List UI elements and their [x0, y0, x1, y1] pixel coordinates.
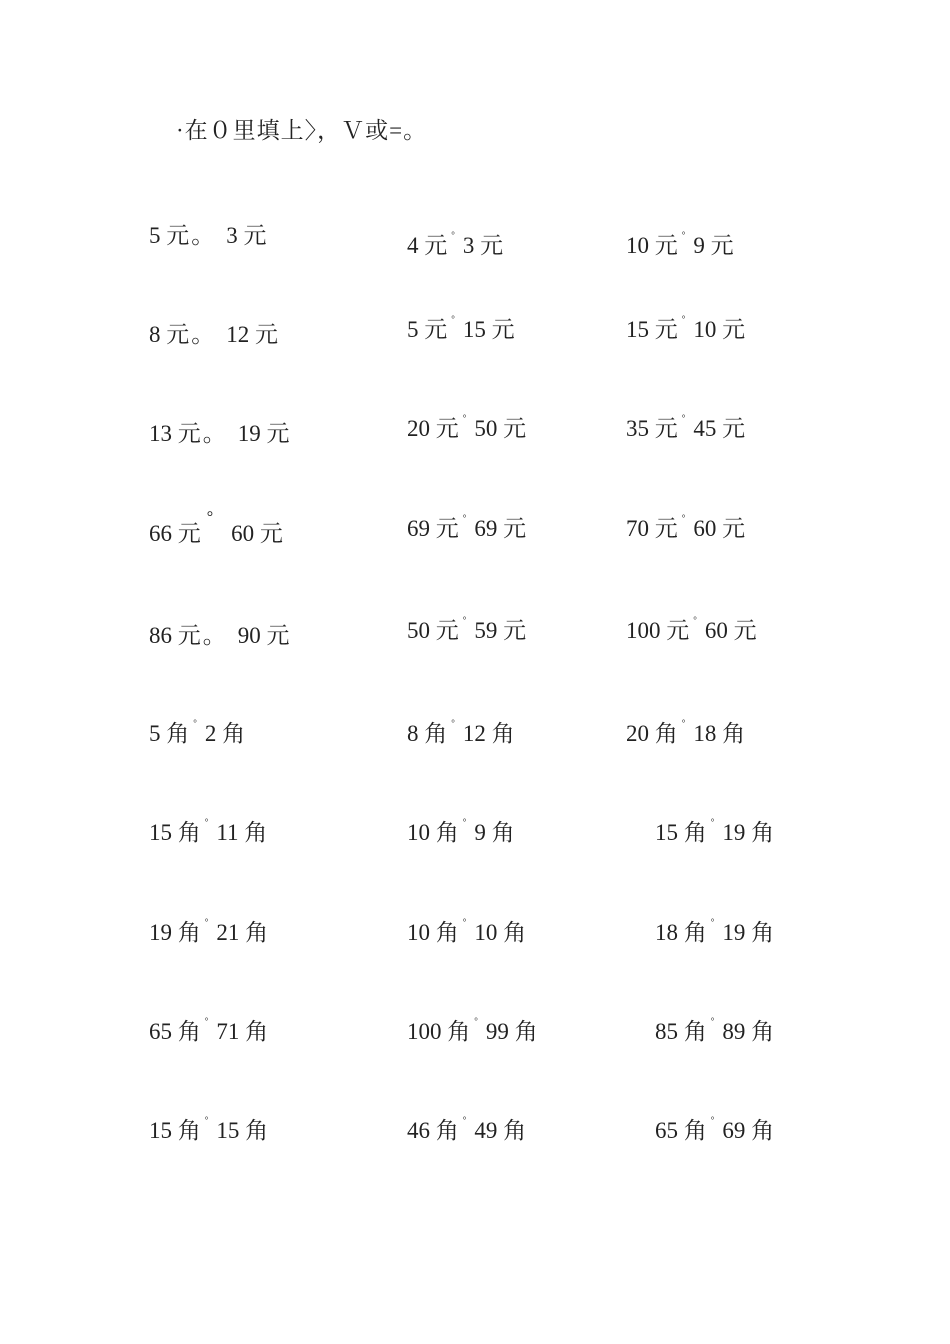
left-amount: 20 角: [626, 721, 678, 746]
left-amount: 65 角: [149, 1019, 201, 1044]
left-amount: 10 元: [626, 233, 678, 258]
comparison-item: [626, 720, 745, 748]
comparison-item: [655, 919, 774, 947]
compare-circle[interactable]: 。: [191, 322, 215, 347]
compare-circle[interactable]: °: [204, 1115, 209, 1125]
left-amount: 66 元: [149, 521, 201, 546]
compare-circle[interactable]: °: [451, 314, 455, 324]
right-amount: 99 角: [485, 1019, 538, 1044]
right-amount: 10 元: [693, 317, 746, 342]
comparison-item: [655, 819, 774, 847]
compare-circle[interactable]: °: [451, 718, 455, 728]
comparison-item: [149, 622, 290, 650]
compare-circle[interactable]: °: [681, 314, 686, 324]
right-amount: 60 元: [704, 618, 757, 643]
right-amount: 9 角: [474, 820, 515, 845]
left-amount: 5 元: [407, 317, 448, 342]
comparison-item: [149, 720, 245, 748]
right-amount: 50 元: [474, 416, 527, 441]
right-amount: 18 角: [693, 721, 746, 746]
right-amount: 60 元: [231, 521, 283, 546]
compare-circle[interactable]: °: [681, 230, 686, 240]
compare-circle[interactable]: °: [462, 1115, 467, 1125]
compare-circle[interactable]: °: [681, 413, 686, 423]
left-amount: 5 元: [149, 223, 190, 248]
right-amount: 89 角: [722, 1019, 775, 1044]
compare-circle[interactable]: °: [693, 615, 697, 625]
compare-circle[interactable]: °: [710, 1115, 715, 1125]
right-amount: 12 角: [462, 721, 515, 746]
left-amount: 46 角: [407, 1118, 459, 1143]
comparison-item: [149, 1018, 268, 1046]
left-amount: 10 角: [407, 920, 459, 945]
right-amount: 2 角: [204, 721, 246, 746]
compare-circle[interactable]: °: [204, 917, 209, 927]
compare-circle[interactable]: °: [462, 615, 467, 625]
compare-circle[interactable]: °: [710, 817, 715, 827]
comparison-item: [407, 232, 503, 260]
compare-circle[interactable]: °: [462, 817, 467, 827]
right-amount: 69 角: [722, 1118, 775, 1143]
comparison-item: [626, 415, 745, 443]
compare-circle[interactable]: °: [462, 917, 467, 927]
right-amount: 15 角: [216, 1118, 269, 1143]
comparison-item: [655, 1018, 774, 1046]
left-amount: 15 元: [626, 317, 678, 342]
comparison-item: [407, 720, 515, 748]
compare-circle[interactable]: °: [204, 1016, 209, 1026]
left-amount: 65 角: [655, 1118, 707, 1143]
compare-circle[interactable]: 。: [191, 223, 215, 248]
comparison-item: [149, 819, 267, 847]
comparison-item: [407, 515, 526, 543]
right-amount: 19 元: [237, 421, 290, 446]
left-amount: 15 角: [149, 1118, 201, 1143]
compare-circle[interactable]: °: [474, 1016, 478, 1026]
left-amount: 70 元: [626, 516, 678, 541]
left-amount: 15 角: [655, 820, 707, 845]
right-amount: 60 元: [693, 516, 746, 541]
compare-circle[interactable]: °: [681, 513, 686, 523]
compare-circle[interactable]: °: [206, 509, 214, 526]
right-amount: 69 元: [474, 516, 527, 541]
comparison-item: [149, 509, 283, 548]
comparison-item: [407, 1018, 538, 1046]
right-amount: 15 元: [462, 317, 515, 342]
left-amount: 5 角: [149, 721, 190, 746]
left-amount: 4 元: [407, 233, 448, 258]
left-amount: 100 角: [407, 1019, 471, 1044]
comparison-item: [149, 321, 278, 349]
right-amount: 9 元: [693, 233, 734, 258]
right-amount: 11 角: [216, 820, 268, 845]
compare-circle[interactable]: °: [462, 413, 467, 423]
right-amount: 49 角: [474, 1118, 527, 1143]
left-amount: 19 角: [149, 920, 201, 945]
right-amount: 19 角: [722, 820, 775, 845]
compare-circle[interactable]: °: [204, 817, 209, 827]
comparison-item: [407, 316, 515, 344]
right-amount: 3 元: [226, 223, 267, 248]
left-amount: 10 角: [407, 820, 459, 845]
left-amount: 100 元: [626, 618, 690, 643]
left-amount: 85 角: [655, 1019, 707, 1044]
comparison-item: [149, 919, 268, 947]
left-amount: 69 元: [407, 516, 459, 541]
right-amount: 21 角: [216, 920, 269, 945]
comparison-item: [407, 919, 526, 947]
compare-circle[interactable]: 。: [202, 421, 226, 446]
right-amount: 10 角: [474, 920, 527, 945]
comparison-item: [407, 819, 515, 847]
comparison-item: [407, 415, 526, 443]
comparison-item: [626, 232, 734, 260]
right-amount: 12 元: [226, 322, 278, 347]
left-amount: 35 元: [626, 416, 678, 441]
comparison-item: [149, 1117, 268, 1145]
comparison-item: [626, 617, 757, 645]
right-amount: 19 角: [722, 920, 775, 945]
comparison-item: [407, 617, 526, 645]
compare-circle[interactable]: °: [710, 917, 715, 927]
left-amount: 8 角: [407, 721, 448, 746]
comparison-item: [149, 420, 290, 448]
compare-circle[interactable]: °: [451, 230, 455, 240]
right-amount: 59 元: [474, 618, 527, 643]
compare-circle[interactable]: °: [710, 1016, 715, 1026]
comparison-item: [655, 1117, 774, 1145]
instruction-text: ·在０里填上〉，Ｖ或=。: [176, 118, 428, 143]
left-amount: 86 元: [149, 623, 201, 648]
comparison-item: [149, 222, 267, 250]
right-amount: 3 元: [462, 233, 504, 258]
left-amount: 20 元: [407, 416, 459, 441]
left-amount: 50 元: [407, 618, 459, 643]
left-amount: 8 元: [149, 322, 190, 347]
comparison-item: [626, 316, 745, 344]
right-amount: 90 元: [237, 623, 290, 648]
comparison-item: [626, 515, 745, 543]
comparison-item: [407, 1117, 526, 1145]
left-amount: 13 元: [149, 421, 201, 446]
left-amount: 15 角: [149, 820, 201, 845]
compare-circle[interactable]: 。: [202, 623, 226, 648]
compare-circle[interactable]: °: [681, 718, 686, 728]
compare-circle[interactable]: °: [193, 718, 197, 728]
right-amount: 71 角: [216, 1019, 269, 1044]
right-amount: 45 元: [693, 416, 746, 441]
compare-circle[interactable]: °: [462, 513, 467, 523]
left-amount: 18 角: [655, 920, 707, 945]
